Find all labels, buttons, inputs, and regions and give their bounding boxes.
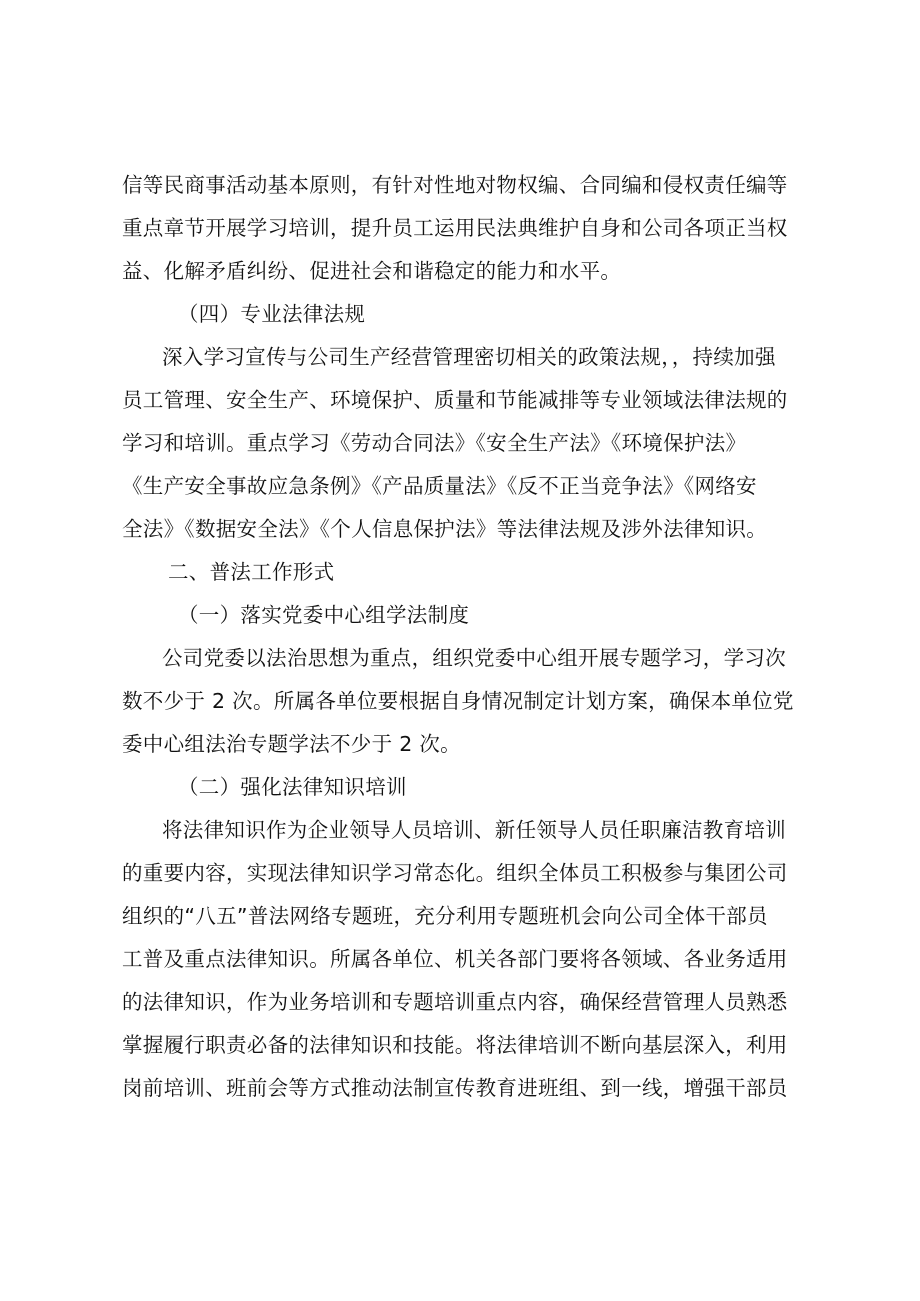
paragraph-line: 的法律知识，作为业务培训和专题培训重点内容，确保经营管理人员熟悉 <box>122 990 788 1014</box>
paragraph-line: 重点章节开展学习培训，提升员工运用民法典维护自身和公司各项正当权 <box>122 216 788 240</box>
section-heading: （一）落实党委中心组学法制度 <box>178 603 470 627</box>
paragraph-line: 信等民商事活动基本原则，有针对性地对物权编、合同编和侵权责任编等 <box>122 173 788 197</box>
paragraph-line: 的重要内容，实现法律知识学习常态化。组织全体员工积极参与集团公司 <box>122 861 788 885</box>
paragraph-line: 公司党委以法治思想为重点，组织党委中心组开展专题学习，学习次 <box>162 646 786 670</box>
paragraph-line: 《生产安全事故应急条例》《产品质量法》《反不正当竞争法》《网络安 <box>122 474 757 498</box>
section-heading: （二）强化法律知识培训 <box>178 775 407 799</box>
paragraph-line: 全法》《数据安全法》《个人信息保护法》等法律法规及涉外法律知识。 <box>122 517 768 541</box>
paragraph-line: 学习和培训。重点学习《劳动合同法》《安全生产法》《环境保护法》 <box>122 431 747 455</box>
paragraph-line: 数不少于 2 次。所属各单位要根据自身情况制定计划方案，确保本单位党 <box>122 689 794 713</box>
section-heading: （四）专业法律法规 <box>178 302 366 326</box>
paragraph-line: 岗前培训、班前会等方式推动法制宣传教育进班组、到一线，增强干部员 <box>122 1076 788 1100</box>
paragraph-line: 将法律知识作为企业领导人员培训、新任领导人员任职廉洁教育培训 <box>162 818 786 842</box>
chapter-heading: 二、普法工作形式 <box>168 560 335 584</box>
paragraph-line: 员工管理、安全生产、环境保护、质量和节能减排等专业领域法律法规的 <box>122 388 788 412</box>
paragraph-line: 组织的“八五”普法网络专题班，充分利用专题班机会向公司全体干部员 <box>122 904 768 928</box>
paragraph-line: 掌握履行职责必备的法律知识和技能。将法律培训不断向基层深入，利用 <box>122 1033 788 1057</box>
paragraph-line: 委中心组法治专题学法不少于 2 次。 <box>122 732 461 756</box>
paragraph-line: 益、化解矛盾纠纷、促进社会和谐稳定的能力和水平。 <box>122 259 622 283</box>
paragraph-line: 工普及重点法律知识。所属各单位、机关各部门要将各领域、各业务适用 <box>122 947 788 971</box>
paragraph-line: 深入学习宣传与公司生产经营管理密切相关的政策法规，，持续加强 <box>162 345 776 369</box>
